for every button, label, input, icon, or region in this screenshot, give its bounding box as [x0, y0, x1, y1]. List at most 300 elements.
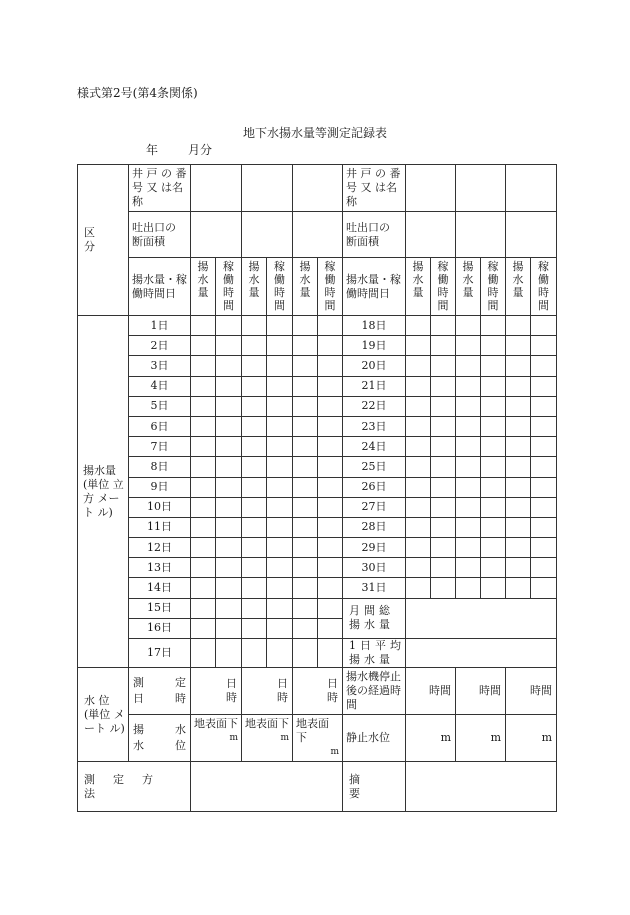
- value-cell[interactable]: [242, 578, 267, 598]
- value-cell[interactable]: [406, 457, 431, 477]
- day-label-left: 7日: [129, 437, 191, 457]
- value-cell[interactable]: [318, 517, 343, 537]
- day-label-left: 2日: [129, 336, 191, 356]
- value-cell[interactable]: [506, 558, 531, 578]
- day-label-right: 30日: [343, 558, 406, 578]
- well-cell[interactable]: [406, 165, 456, 212]
- day-row: [78, 517, 557, 537]
- vertical-char: 時: [274, 286, 285, 299]
- value-cell[interactable]: [318, 396, 343, 416]
- value-cell[interactable]: [531, 538, 557, 558]
- value-cell[interactable]: [431, 477, 456, 497]
- value-cell[interactable]: [531, 517, 557, 537]
- col-yosui: [242, 258, 267, 316]
- value-cell[interactable]: [456, 437, 481, 457]
- vertical-char: 時: [324, 286, 336, 299]
- vertical-char: 働: [274, 273, 285, 286]
- value-cell[interactable]: [242, 538, 267, 558]
- vertical-char: 働: [487, 273, 499, 286]
- pumping-level-label: [129, 715, 191, 762]
- value-cell[interactable]: [431, 416, 456, 436]
- day-row: [78, 497, 557, 517]
- value-cell[interactable]: [506, 538, 531, 558]
- value-cell[interactable]: [531, 396, 557, 416]
- value-cell[interactable]: [191, 618, 216, 638]
- value-cell[interactable]: [318, 598, 343, 618]
- value-cell[interactable]: [293, 517, 318, 537]
- col-yosui: [456, 258, 481, 316]
- outlet-cell[interactable]: [456, 212, 506, 258]
- year-month: [146, 141, 212, 158]
- daily-average-cell[interactable]: [406, 639, 557, 668]
- value-cell[interactable]: [456, 457, 481, 477]
- day-row: [78, 639, 557, 668]
- value-cell[interactable]: [456, 538, 481, 558]
- value-cell[interactable]: [481, 316, 506, 336]
- day-label-right: 26日: [343, 477, 406, 497]
- outlet-cell[interactable]: [242, 212, 293, 258]
- measure-date-cell[interactable]: [191, 668, 242, 715]
- value-cell[interactable]: [293, 356, 318, 376]
- value-cell[interactable]: [216, 316, 242, 336]
- day-label-right: 22日: [343, 396, 406, 416]
- value-cell[interactable]: [406, 356, 431, 376]
- outlet-cell[interactable]: [506, 212, 557, 258]
- value-cell[interactable]: [191, 396, 216, 416]
- section-kubun: 区 分: [78, 165, 129, 316]
- value-cell[interactable]: [216, 538, 242, 558]
- value-cell[interactable]: [267, 376, 293, 396]
- vertical-char: 揚: [248, 260, 260, 273]
- value-cell[interactable]: [242, 517, 267, 537]
- value-cell[interactable]: [267, 598, 293, 618]
- ground-below: 地表面下: [296, 717, 329, 744]
- measure-date-cell[interactable]: [293, 668, 343, 715]
- value-cell[interactable]: [531, 558, 557, 578]
- value-cell[interactable]: [531, 376, 557, 396]
- form-label: 様式第2号(第4条関係): [77, 86, 198, 100]
- value-cell[interactable]: [318, 457, 343, 477]
- value-cell[interactable]: [481, 356, 506, 376]
- value-cell[interactable]: [481, 497, 506, 517]
- value-cell[interactable]: [431, 437, 456, 457]
- well-label-left: 井 戸 の 番 号 又 は名称: [129, 165, 191, 212]
- value-cell[interactable]: [406, 497, 431, 517]
- value-cell[interactable]: [267, 477, 293, 497]
- value-cell[interactable]: [293, 578, 318, 598]
- value-cell[interactable]: [431, 538, 456, 558]
- value-cell[interactable]: [216, 437, 242, 457]
- value-cell[interactable]: [506, 457, 531, 477]
- value-cell[interactable]: [406, 517, 431, 537]
- day-label-left: 17日: [129, 639, 191, 668]
- value-cell[interactable]: [267, 437, 293, 457]
- ground-below: 地表面下: [194, 717, 238, 730]
- value-cell[interactable]: [318, 416, 343, 436]
- pump-stop-cell[interactable]: 時間: [506, 668, 557, 715]
- value-cell[interactable]: [506, 517, 531, 537]
- value-cell[interactable]: [293, 416, 318, 436]
- value-cell[interactable]: [431, 517, 456, 537]
- value-cell[interactable]: [406, 336, 431, 356]
- value-cell[interactable]: [216, 578, 242, 598]
- value-cell[interactable]: [318, 538, 343, 558]
- pumping-level-cell[interactable]: [242, 715, 293, 762]
- value-cell[interactable]: [293, 477, 318, 497]
- vertical-char: 時: [223, 286, 234, 299]
- value-cell[interactable]: [506, 316, 531, 336]
- value-cell[interactable]: [431, 558, 456, 578]
- value-cell[interactable]: [216, 376, 242, 396]
- value-cell[interactable]: [406, 477, 431, 497]
- outlet-label-right: 吐出口の 断面積: [343, 212, 406, 258]
- value-cell[interactable]: [293, 396, 318, 416]
- value-cell[interactable]: [216, 497, 242, 517]
- value-cell[interactable]: [431, 356, 456, 376]
- pumping-level-cell[interactable]: [293, 715, 343, 762]
- value-cell[interactable]: [191, 457, 216, 477]
- value-cell[interactable]: [456, 558, 481, 578]
- value-cell[interactable]: [481, 457, 506, 477]
- value-cell[interactable]: [456, 477, 481, 497]
- value-cell[interactable]: [318, 639, 343, 668]
- value-cell[interactable]: [481, 437, 506, 457]
- value-cell[interactable]: [293, 437, 318, 457]
- col-yosui: [191, 258, 216, 316]
- value-cell[interactable]: [481, 578, 506, 598]
- day-label-left: 6日: [129, 416, 191, 436]
- value-cell[interactable]: [318, 558, 343, 578]
- outlet-cell[interactable]: [406, 212, 456, 258]
- value-cell[interactable]: [242, 336, 267, 356]
- value-cell[interactable]: [293, 457, 318, 477]
- value-cell[interactable]: [267, 316, 293, 336]
- value-cell[interactable]: [456, 517, 481, 537]
- value-cell[interactable]: [191, 376, 216, 396]
- value-cell[interactable]: [506, 376, 531, 396]
- value-cell[interactable]: [216, 639, 242, 668]
- value-cell[interactable]: [318, 437, 343, 457]
- value-cell[interactable]: [293, 316, 318, 336]
- well-cell[interactable]: [242, 165, 293, 212]
- value-cell[interactable]: [431, 578, 456, 598]
- value-cell[interactable]: [481, 517, 506, 537]
- value-cell[interactable]: [293, 558, 318, 578]
- static-level-cell[interactable]: m: [456, 715, 506, 762]
- unit-m: m: [229, 733, 238, 743]
- day-label-left: 8日: [129, 457, 191, 477]
- vertical-char: 働: [223, 273, 234, 286]
- value-cell[interactable]: [191, 598, 216, 618]
- year-label: 年: [146, 143, 159, 157]
- value-cell[interactable]: [242, 558, 267, 578]
- value-cell[interactable]: [242, 457, 267, 477]
- value-cell[interactable]: [191, 336, 216, 356]
- value-cell[interactable]: [318, 356, 343, 376]
- value-cell[interactable]: [267, 578, 293, 598]
- value-cell[interactable]: [191, 558, 216, 578]
- value-cell[interactable]: [191, 356, 216, 376]
- value-cell[interactable]: [216, 558, 242, 578]
- value-cell[interactable]: [318, 497, 343, 517]
- value-cell[interactable]: [431, 376, 456, 396]
- ground-below: 地表面下: [245, 717, 289, 730]
- unit-m: m: [330, 747, 339, 757]
- value-cell[interactable]: [242, 477, 267, 497]
- value-cell[interactable]: [406, 416, 431, 436]
- value-cell[interactable]: [293, 376, 318, 396]
- day-row: [78, 376, 557, 396]
- day-rows: [78, 316, 557, 668]
- value-cell[interactable]: [216, 396, 242, 416]
- pumping-level-l1: 揚: [133, 723, 144, 736]
- value-cell[interactable]: [406, 437, 431, 457]
- value-cell[interactable]: [216, 618, 242, 638]
- value-cell[interactable]: [531, 477, 557, 497]
- outlet-cell[interactable]: [191, 212, 242, 258]
- value-cell[interactable]: [318, 618, 343, 638]
- value-cell[interactable]: [216, 356, 242, 376]
- pump-time-label-left: 揚水量・稼働時間日: [129, 258, 191, 316]
- vertical-char: 水: [462, 273, 474, 286]
- value-cell[interactable]: [406, 376, 431, 396]
- col-kado: [267, 258, 293, 316]
- value-cell[interactable]: [506, 416, 531, 436]
- day-label-left: 11日: [129, 517, 191, 537]
- value-cell[interactable]: [242, 437, 267, 457]
- daily-average-label: 1日平均揚水量: [343, 639, 406, 668]
- value-cell[interactable]: [216, 457, 242, 477]
- value-cell[interactable]: [481, 477, 506, 497]
- value-cell[interactable]: [242, 376, 267, 396]
- value-cell[interactable]: [293, 618, 318, 638]
- value-cell[interactable]: [406, 578, 431, 598]
- day-label-left: 15日: [129, 598, 191, 618]
- value-cell[interactable]: [531, 336, 557, 356]
- value-cell[interactable]: [506, 356, 531, 376]
- value-cell[interactable]: [267, 457, 293, 477]
- pump-time-label-right: 揚水量・稼働時間日: [343, 258, 406, 316]
- value-cell[interactable]: [506, 396, 531, 416]
- value-cell[interactable]: [216, 598, 242, 618]
- col-kado: [531, 258, 557, 316]
- value-cell[interactable]: [242, 639, 267, 668]
- vertical-char: 時: [538, 286, 549, 299]
- value-cell[interactable]: [531, 356, 557, 376]
- record-table: [77, 164, 557, 812]
- value-cell[interactable]: [267, 558, 293, 578]
- value-cell[interactable]: [431, 457, 456, 477]
- method-cell[interactable]: [191, 762, 343, 812]
- well-label-right: 井 戸 の 番 号 又 は名称: [343, 165, 406, 212]
- value-cell[interactable]: [293, 639, 318, 668]
- vertical-char: 間: [274, 299, 285, 312]
- section-water-level: 水 位 (単位 メート ル): [78, 668, 129, 762]
- value-cell[interactable]: [267, 618, 293, 638]
- well-cell[interactable]: [191, 165, 242, 212]
- value-cell[interactable]: [531, 316, 557, 336]
- monthly-total-label: 月間総揚水量: [343, 598, 406, 638]
- pump-stop-cell[interactable]: 時間: [406, 668, 456, 715]
- value-cell[interactable]: [456, 396, 481, 416]
- value-cell[interactable]: [531, 578, 557, 598]
- static-level-cell[interactable]: m: [406, 715, 456, 762]
- col-yosui: [406, 258, 431, 316]
- vertical-char: 稼: [324, 260, 336, 273]
- value-cell[interactable]: [481, 396, 506, 416]
- value-cell[interactable]: [216, 416, 242, 436]
- value-cell[interactable]: [191, 437, 216, 457]
- value-cell[interactable]: [318, 376, 343, 396]
- value-cell[interactable]: [481, 538, 506, 558]
- value-cell[interactable]: [318, 477, 343, 497]
- day-label-right: 20日: [343, 356, 406, 376]
- day-row: [78, 437, 557, 457]
- value-cell[interactable]: [191, 639, 216, 668]
- value-cell[interactable]: [293, 538, 318, 558]
- vertical-char: 稼: [538, 260, 549, 273]
- value-cell[interactable]: [267, 639, 293, 668]
- value-cell[interactable]: [481, 376, 506, 396]
- vertical-char: 働: [538, 273, 549, 286]
- vertical-char: 稼: [223, 260, 234, 273]
- value-cell[interactable]: [242, 618, 267, 638]
- well-cell[interactable]: [506, 165, 557, 212]
- value-cell[interactable]: [242, 316, 267, 336]
- value-cell[interactable]: [456, 416, 481, 436]
- value-cell[interactable]: [456, 497, 481, 517]
- col-kado: [216, 258, 242, 316]
- vertical-char: 稼: [487, 260, 499, 273]
- value-cell[interactable]: [406, 558, 431, 578]
- value-cell[interactable]: [267, 538, 293, 558]
- value-cell[interactable]: [267, 396, 293, 416]
- vertical-char: 揚: [197, 260, 209, 273]
- value-cell[interactable]: [531, 416, 557, 436]
- value-cell[interactable]: [191, 416, 216, 436]
- pumping-level-l2: 水: [133, 739, 144, 752]
- value-cell[interactable]: [318, 578, 343, 598]
- remarks-cell[interactable]: [406, 762, 557, 812]
- value-cell[interactable]: [506, 578, 531, 598]
- well-cell[interactable]: [456, 165, 506, 212]
- value-cell[interactable]: [191, 538, 216, 558]
- value-cell[interactable]: [481, 336, 506, 356]
- value-cell[interactable]: [267, 497, 293, 517]
- value-cell[interactable]: [191, 477, 216, 497]
- value-cell[interactable]: [293, 336, 318, 356]
- measure-date-l2: 日: [133, 692, 144, 705]
- col-yosui: [293, 258, 318, 316]
- value-cell[interactable]: [531, 437, 557, 457]
- value-cell[interactable]: [431, 497, 456, 517]
- unit-day: 日: [226, 677, 237, 690]
- value-cell[interactable]: [406, 396, 431, 416]
- value-cell[interactable]: [216, 517, 242, 537]
- value-cell[interactable]: [216, 336, 242, 356]
- value-cell[interactable]: [481, 558, 506, 578]
- day-label-right: 28日: [343, 517, 406, 537]
- value-cell[interactable]: [242, 356, 267, 376]
- value-cell[interactable]: [293, 497, 318, 517]
- vertical-char: 量: [248, 286, 260, 299]
- value-cell[interactable]: [456, 578, 481, 598]
- vertical-char: 水: [299, 273, 311, 286]
- vertical-char: 間: [223, 299, 234, 312]
- value-cell[interactable]: [406, 316, 431, 336]
- value-cell[interactable]: [242, 396, 267, 416]
- value-cell[interactable]: [531, 457, 557, 477]
- value-cell[interactable]: [481, 416, 506, 436]
- value-cell[interactable]: [318, 336, 343, 356]
- static-level-cell[interactable]: m: [506, 715, 557, 762]
- value-cell[interactable]: [191, 497, 216, 517]
- value-cell[interactable]: [191, 517, 216, 537]
- day-label-right: 21日: [343, 376, 406, 396]
- day-row: [78, 396, 557, 416]
- day-row: [78, 477, 557, 497]
- value-cell[interactable]: [242, 598, 267, 618]
- vertical-char: 間: [538, 299, 549, 312]
- day-label-right: 29日: [343, 538, 406, 558]
- value-cell[interactable]: [456, 336, 481, 356]
- day-label-left: 13日: [129, 558, 191, 578]
- value-cell[interactable]: [506, 336, 531, 356]
- vertical-char: 働: [324, 273, 336, 286]
- day-label-left: 14日: [129, 578, 191, 598]
- value-cell[interactable]: [431, 316, 456, 336]
- day-label-left: 3日: [129, 356, 191, 376]
- value-cell[interactable]: [267, 416, 293, 436]
- value-cell[interactable]: [267, 336, 293, 356]
- vertical-char: 水: [197, 273, 209, 286]
- value-cell[interactable]: [431, 396, 456, 416]
- value-cell[interactable]: [506, 477, 531, 497]
- vertical-char: 水: [512, 273, 524, 286]
- vertical-char: 稼: [437, 260, 449, 273]
- monthly-total-cell[interactable]: [406, 598, 557, 638]
- value-cell[interactable]: [191, 578, 216, 598]
- value-cell[interactable]: [456, 376, 481, 396]
- value-cell[interactable]: [242, 416, 267, 436]
- value-cell[interactable]: [431, 336, 456, 356]
- outlet-cell[interactable]: [293, 212, 343, 258]
- value-cell[interactable]: [191, 316, 216, 336]
- value-cell[interactable]: [456, 316, 481, 336]
- value-cell[interactable]: [267, 356, 293, 376]
- value-cell[interactable]: [242, 497, 267, 517]
- col-kado: [431, 258, 456, 316]
- value-cell[interactable]: [456, 356, 481, 376]
- outlet-label-left: 吐出口の 断面積: [129, 212, 191, 258]
- value-cell[interactable]: [318, 316, 343, 336]
- well-cell[interactable]: [293, 165, 343, 212]
- value-cell[interactable]: [267, 517, 293, 537]
- value-cell[interactable]: [293, 598, 318, 618]
- day-label-right: 19日: [343, 336, 406, 356]
- measure-date-cell[interactable]: [242, 668, 293, 715]
- value-cell[interactable]: [216, 477, 242, 497]
- measure-date-r1: 定: [175, 676, 186, 689]
- pump-stop-cell[interactable]: 時間: [456, 668, 506, 715]
- value-cell[interactable]: [506, 437, 531, 457]
- value-cell[interactable]: [531, 497, 557, 517]
- day-row: [78, 457, 557, 477]
- value-cell[interactable]: [506, 497, 531, 517]
- unit-m: m: [280, 733, 289, 743]
- value-cell[interactable]: [406, 538, 431, 558]
- pumping-level-cell[interactable]: [191, 715, 242, 762]
